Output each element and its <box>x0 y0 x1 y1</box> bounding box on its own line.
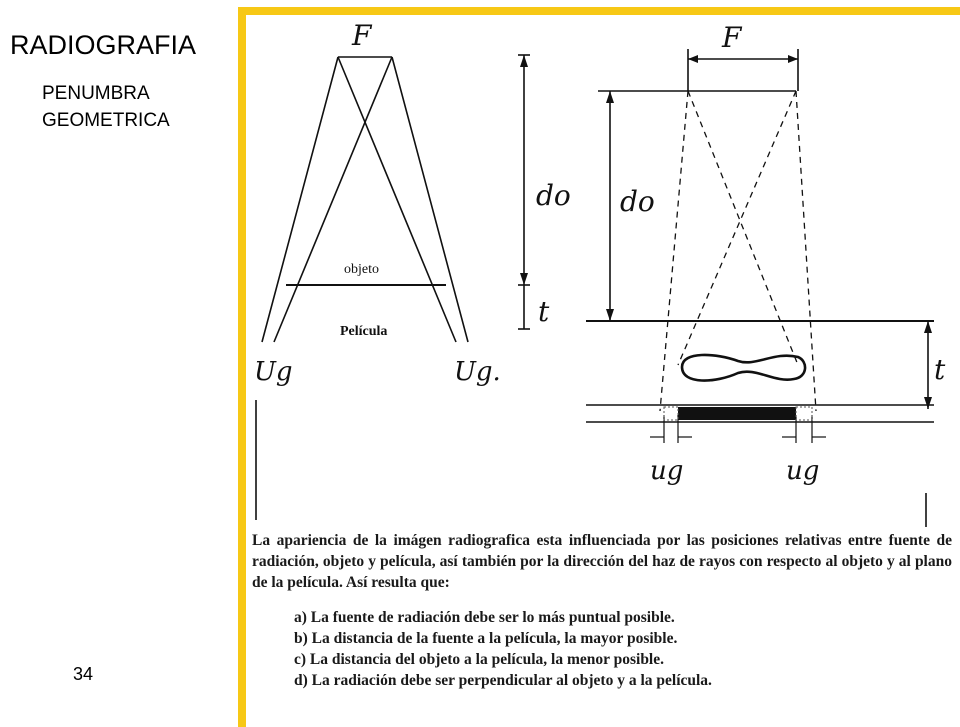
condition-item-b: b) La distancia de la fuente a la película, la mayor posible. <box>294 630 678 647</box>
right-focus-label: F <box>722 21 742 54</box>
left-distance-label: do <box>536 179 571 212</box>
right-film-image <box>678 407 796 420</box>
condition-item-d: d) La radiación debe ser perpendicular al objeto y a la película. <box>294 672 712 689</box>
right-t-arrow-top <box>924 321 932 333</box>
right-do-arrow-bottom <box>606 309 614 321</box>
right-t-arrow-bottom <box>924 397 932 409</box>
right-diagram <box>586 49 934 527</box>
condition-item-a: a) La fuente de radiación debe ser lo más puntual posible. <box>294 609 675 626</box>
right-ray-cross-1 <box>688 91 798 365</box>
left-thickness-label: t <box>538 295 550 328</box>
right-distance-label: do <box>620 185 655 218</box>
left-penumbra-right-label: Ug. <box>454 357 501 387</box>
left-film-label: Película <box>340 324 388 339</box>
page-number: 34 <box>73 664 94 684</box>
right-penumbra-left-label: ug <box>650 456 684 486</box>
right-object-shape <box>682 355 805 381</box>
right-focus-arrow-right <box>788 55 798 63</box>
description-paragraph: La apariencia de la imágen radiografica esta influenciada por las posiciones relativas entre fuente de radiación, objeto y película, así también por la dirección del haz de rayos con respecto al objeto y al plano de la película. Así resulta que: <box>252 532 952 591</box>
right-penumbra-zone-left <box>664 407 678 420</box>
right-focus-arrow-left <box>688 55 698 63</box>
left-ray-cross-2 <box>338 57 456 342</box>
left-ray-outer-left <box>262 57 338 342</box>
right-penumbra-zone-right <box>796 407 812 420</box>
left-focus-label: F <box>352 19 372 52</box>
left-do-arrow-bottom <box>520 273 528 285</box>
left-ray-cross-1 <box>274 57 392 342</box>
conditions-list <box>294 607 954 691</box>
right-penumbra-right-label: ug <box>786 456 820 486</box>
right-ray-cross-2 <box>678 91 796 365</box>
condition-item-c: c) La distancia del objeto a la película, la menor posible. <box>294 651 664 668</box>
right-thickness-label: t <box>934 353 946 386</box>
left-penumbra-left-label: Ug <box>254 357 293 387</box>
right-do-arrow-top <box>606 91 614 103</box>
right-ray-outer-right <box>796 91 816 411</box>
slide-subtitle: PENUMBRA GEOMETRICA <box>42 83 170 131</box>
left-object-label: objeto <box>344 262 379 277</box>
left-ray-outer-right <box>392 57 468 342</box>
left-diagram <box>256 55 530 520</box>
left-do-arrow-top <box>520 55 528 67</box>
slide-title: RADIOGRAFIA <box>10 30 197 60</box>
